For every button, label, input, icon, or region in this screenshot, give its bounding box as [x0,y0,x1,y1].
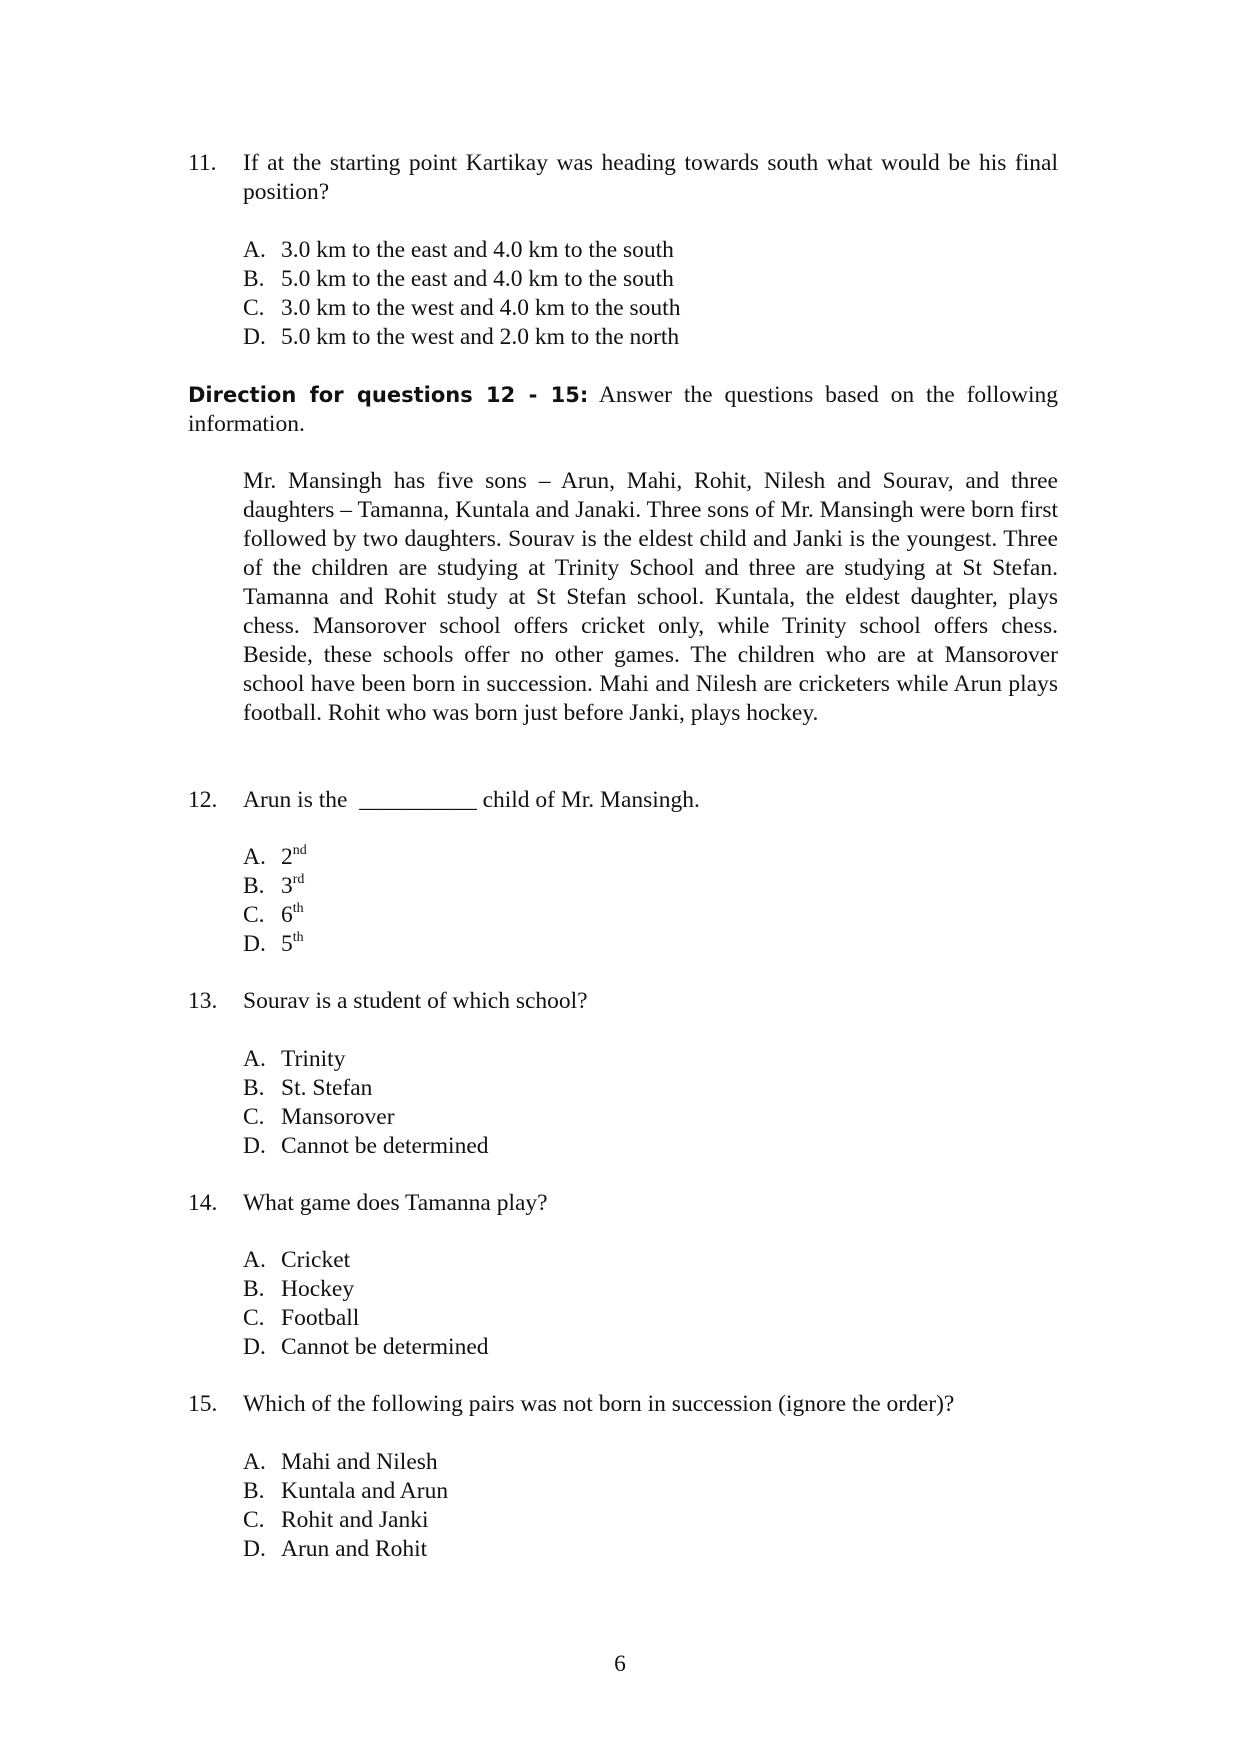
option-a[interactable]: A. Mahi and Nilesh [243,1449,438,1475]
option-b[interactable]: B. St. Stefan [243,1075,373,1101]
question-13-options [243,1045,489,1161]
option-b[interactable]: B. Kuntala and Arun [243,1478,449,1504]
question-12-options [243,843,307,959]
question-text: If at the starting point Kartikay was heading towards south what would be his final position? [243,150,1058,205]
option-b[interactable]: B. 5.0 km to the east and 4.0 km to the south [243,266,674,292]
question-text: What game does Tamanna play? [243,1190,548,1216]
question-number: 12. [188,787,218,813]
option-c[interactable]: C. Football [243,1305,360,1331]
question-12 [188,786,1058,815]
question-13 [188,987,1058,1016]
option-b[interactable]: B. 3rd [243,872,305,899]
option-c[interactable]: C. Mansorover [243,1104,395,1130]
option-c[interactable]: C. 6th [243,901,304,928]
question-number: 14. [188,1190,218,1216]
direction-instruction: Answer the questions based on the following information. [188,382,1058,437]
option-a[interactable]: A. 2nd [243,843,307,870]
answer-blank: __________ [359,787,477,813]
question-14-options [243,1246,489,1362]
question-11-options [243,236,680,352]
option-c[interactable]: C. Rohit and Janki [243,1507,429,1533]
option-a[interactable]: A. Trinity [243,1046,346,1072]
option-b[interactable]: B. Hockey [243,1276,355,1302]
question-15 [188,1390,1058,1419]
question-15-options [243,1448,448,1564]
question-text: Which of the following pairs was not born in succession (ignore the order)? [243,1391,955,1417]
question-11 [188,149,1058,207]
passage: Mr. Mansingh has five sons – Arun, Mahi, Rohit, Nilesh and Sourav, and three daughters – Tamanna, Kuntala and Janaki. Three sons of Mr. Mansingh were born first followed by two daughters. Sourav is the eldest child and Janki is the youngest. Three of the children are studying at Trinity School and three are studying at St Stefan. Tamanna and Rohit study at St Stefan school. Kuntala, the eldest daughter, plays chess. Mansorover school offers cricket only, while Trinity school offers chess. Beside, these schools offer no other games. The children who are at Mansorover school have been born in succession. Mahi and Nilesh are cricketers while Arun plays football. Rohit who was born just before Janki, plays hockey. [243,468,1058,726]
question-number: 15. [188,1391,218,1417]
option-c[interactable]: C. 3.0 km to the west and 4.0 km to the south [243,295,681,321]
direction-text [188,381,1058,439]
option-a[interactable]: A. Cricket [243,1247,351,1273]
option-a[interactable]: A. 3.0 km to the east and 4.0 km to the south [243,237,674,263]
page-number: 6 [614,1651,626,1677]
question-number: 13. [188,988,218,1014]
question-14 [188,1189,1058,1218]
question-text: Sourav is a student of which school? [243,988,588,1014]
question-number: 11. [188,150,217,176]
direction-label: Direction for questions 12 - 15: [188,383,589,407]
question-text: Arun is the __________ child of Mr. Mansingh. [243,787,700,813]
option-d[interactable]: D. Cannot be determined [243,1334,489,1360]
option-d[interactable]: D. 5.0 km to the west and 2.0 km to the north [243,324,680,350]
option-d[interactable]: D. 5th [243,930,304,957]
option-d[interactable]: D. Cannot be determined [243,1133,489,1159]
option-d[interactable]: D. Arun and Rohit [243,1536,428,1562]
